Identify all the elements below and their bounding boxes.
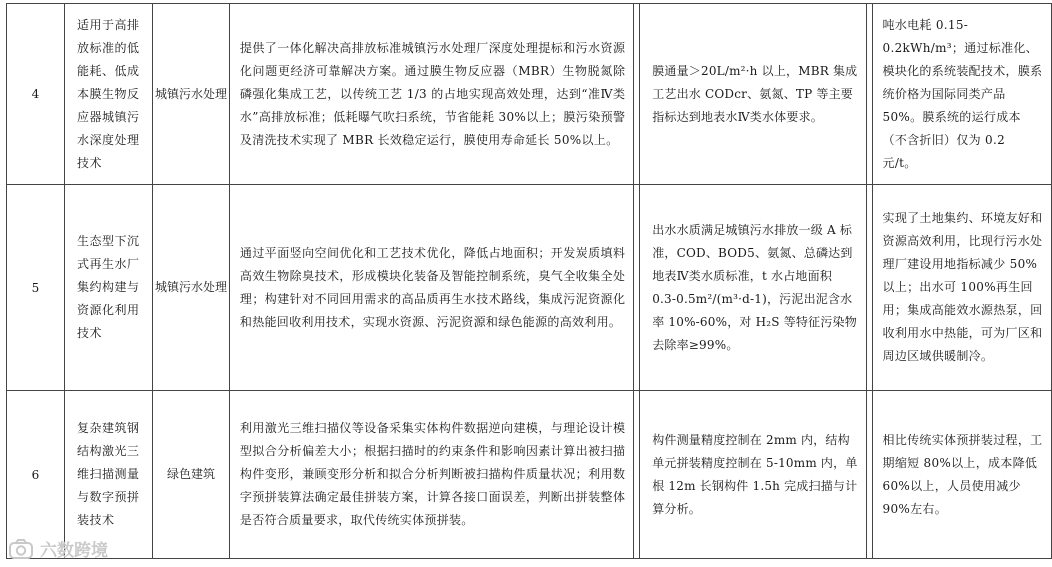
watermark — [8, 536, 108, 561]
tech-performance: 出水水质满足城镇污水排放一级 A 标准，COD、BOD5、氨氮、总磷达到地表Ⅳ类水质标准，t 水占地面积 0.3-0.5m²/(m³·d-1)，污泥出泥含水率 10%-60%，对 H₂S 等特征污染物去除率≥99%。 — [652, 222, 857, 352]
application-field: 城镇污水处理 — [155, 280, 228, 294]
tech-performance: 构件测量精度控制在 2mm 内，结构单元拼装精度控制在 5-10mm 内，单根 12m 长钢构件 1.5h 完成扫描与计算分析。 — [652, 432, 858, 516]
row-number: 4 — [7, 4, 65, 185]
row-number: 5 — [7, 185, 65, 391]
tech-description: 利用激光三维扫描仪等设备采集实体构件数据逆向建模，与理论设计模型拟合分析偏差大小；根据扫描时的约束条件和影响因素计算出被扫描构件变形，兼顾变形分析和拟合分析判断被扫描构件质量状况；利用数字预拼装算法确定最佳拼装方案，计算各接口面误差，判断出拼装整体是否符合质量要求，取代传统实体预拼装。 — [239, 421, 626, 527]
application-field: 城镇污水处理 — [155, 86, 228, 101]
economic-benefit: 实现了土地集约、环境友好和资源高效利用，比现行污水处理厂建设用地指标减少 50%以上；出水可 100%再生回用；集成高能效水源热泵，回收利用水中热能，可为厂区和周边区域供暖制冷。 — [882, 211, 1043, 363]
tech-performance: 膜通量＞20L/m²·h 以上，MBR 集成工艺出水 CODcr、氨氮、TP 等主要指标达到地表水Ⅳ类水体要求。 — [652, 63, 858, 124]
tech-description: 通过平面竖向空间优化和工艺技术优化，降低占地面积；开发炭质填料高效生物除臭技术，形成模块化装备及智能控制系统，臭气全收集全处理；构建针对不同回用需求的高品质再生水技术路线，集成污泥资源化和热能回收利用技术，实现水资源、污泥资源和绿色能源的高效利用。 — [239, 245, 626, 329]
table-row — [7, 4, 1052, 185]
row-number: 6 — [7, 391, 65, 559]
tech-name: 生态型下沉式再生水厂集约构建与资源化利用技术 — [77, 234, 140, 340]
technology-table — [6, 3, 1052, 559]
tech-description: 提供了一体化解决高排放标准城镇污水处理厂深度处理提标和污水资源化问题更经济可靠解决方案。通过膜生物反应器（MBR）生物脱氮除磷强化集成工艺，以传统工艺 1/3 的占地实现高效处理，达到“准Ⅳ类水”高排放标准；低耗曝气吹扫系统，节省能耗 30%以上；膜污染预警及清洗技术实现了 MBR 长效稳定运行，膜使用寿命延长 50%以上。 — [239, 40, 626, 147]
economic-benefit: 吨水电耗 0.15-0.2kWh/m³；通过标准化、模块化的系统装配技术，膜系统价格为国际同类产品 50%。膜系统的运行成本（不含折旧）仅为 0.2 元/t。 — [882, 17, 1043, 170]
watermark-text: 六数跨境 — [40, 541, 108, 561]
table-row — [7, 185, 1052, 391]
camera-logo-icon — [8, 538, 36, 560]
table-row — [7, 391, 1052, 559]
application-field: 绿色建筑 — [167, 467, 216, 481]
economic-benefit: 相比传统实体预拼装过程，工期缩短 80%以上，成本降低 60%以上，人员使用减少 90%左右。 — [882, 432, 1043, 516]
tech-name: 适用于高排放标准的低能耗、低成本膜生物反应器城镇污水深度处理技术 — [77, 17, 140, 170]
tech-name: 复杂建筑钢结构激光三维扫描测量与数字预拼装技术 — [77, 421, 140, 527]
